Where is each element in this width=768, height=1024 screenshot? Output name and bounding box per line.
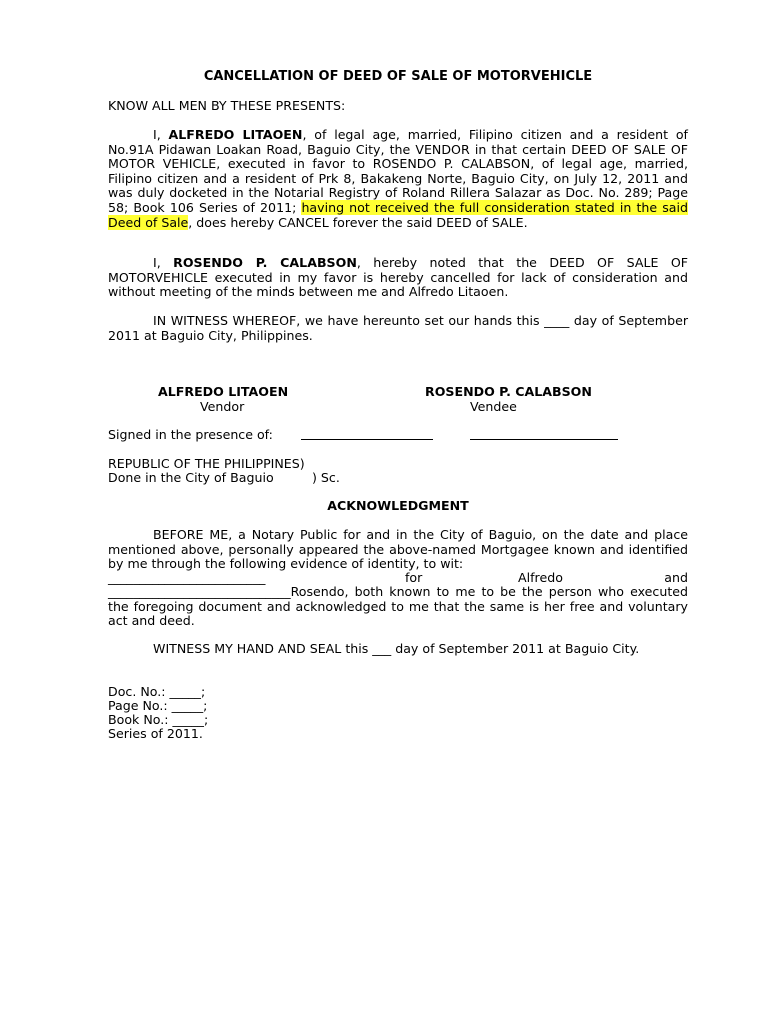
- ack-alfredo: Alfredo: [518, 570, 563, 585]
- vendor-signature-name: ALFREDO LITAOEN: [158, 384, 289, 399]
- para2-lead: I,: [153, 255, 174, 270]
- paragraph-witness-whereof: IN WITNESS WHEREOF, we have hereunto set our hands this ____ day of September 2011 at Baguio City, Philippines.: [108, 313, 688, 343]
- ack-part2-text: Rosendo, both known to me to be the person who executed the foregoing document and acknowledged to me that the same is her free and voluntary act and deed.: [108, 584, 688, 629]
- ack-blank-2: _____________________________: [108, 584, 291, 599]
- witness-blank-2: [470, 426, 618, 440]
- notary-doc-no: Doc. No.: _____;: [108, 684, 206, 699]
- venue-line-1: REPUBLIC OF THE PHILIPPINES): [108, 456, 305, 471]
- venue-sc: ) Sc.: [312, 470, 340, 485]
- acknowledgment-heading: ACKNOWLEDGMENT: [327, 498, 469, 513]
- vendor-role: Vendor: [200, 399, 245, 414]
- venue-line-2: [108, 471, 274, 486]
- highlighted-clause: having not received the full consideration stated in the said Deed of Sale: [108, 199, 688, 230]
- acknowledgment-paragraph-part2: [108, 585, 688, 629]
- vendee-signature-name: ROSENDO P. CALABSON: [425, 384, 592, 399]
- ack-for: for: [405, 570, 423, 585]
- presence-label: Signed in the presence of:: [108, 427, 273, 442]
- witness-hand-seal: WITNESS MY HAND AND SEAL this ___ day of September 2011 at Baguio City.: [153, 641, 640, 656]
- vendee-name-bold: ROSENDO P. CALABSON: [173, 255, 357, 270]
- vendor-name-bold: ALFREDO LITAOEN: [168, 127, 303, 142]
- acknowledgment-paragraph-part1: BEFORE ME, a Notary Public for and in the City of Baguio, on the date and place mentioned above, personally appeared the above-named Mortgagee known and identified by me through the following evidence of identity, to wit:: [108, 527, 688, 572]
- presence-line: [108, 428, 273, 443]
- ack-blank-1: _________________________: [108, 570, 266, 585]
- document-title: CANCELLATION OF DEED OF SALE OF MOTORVEHICLE: [203, 69, 593, 84]
- para1-tail: , does hereby CANCEL forever the said DEED of SALE.: [188, 214, 528, 230]
- ack-and: and: [664, 570, 688, 585]
- para1-body: , of legal age, married, Filipino citizen and a resident of No.91A Pidawan Loakan Road, Baguio City, the VENDOR in that certain DEED OF SALE OF MOTOR VEHICLE, executed in favor to ROSENDO P. CALABSON, of legal age, married, Filipino citizen and a resident of Prk 8, Bakakeng Norte, Baguio City, on July 12, 2011 and was duly docketed in the Notarial Registry of Roland Rillera Salazar as Doc. No. 289; Page 58; Book 106 Series of 2011;: [108, 127, 688, 215]
- notary-series: Series of 2011.: [108, 726, 203, 741]
- intro-line: KNOW ALL MEN BY THESE PRESENTS:: [108, 98, 346, 113]
- notary-book-no: Book No.: _____;: [108, 712, 209, 727]
- vendee-role: Vendee: [470, 399, 517, 414]
- venue-city: Done in the City of Baguio: [108, 470, 274, 485]
- para2-body: , hereby noted that the DEED OF SALE OF MOTORVEHICLE executed in my favor is hereby cancelled for lack of consideration and without meeting of the minds between me and Alfredo Litaoen.: [108, 255, 688, 300]
- witness-blank-1: [301, 426, 433, 440]
- notary-page-no: Page No.: _____;: [108, 698, 208, 713]
- paragraph-vendor-cancellation: [108, 128, 688, 230]
- paragraph-vendee-acknowledgement: [108, 256, 688, 300]
- para1-lead: I,: [153, 127, 169, 142]
